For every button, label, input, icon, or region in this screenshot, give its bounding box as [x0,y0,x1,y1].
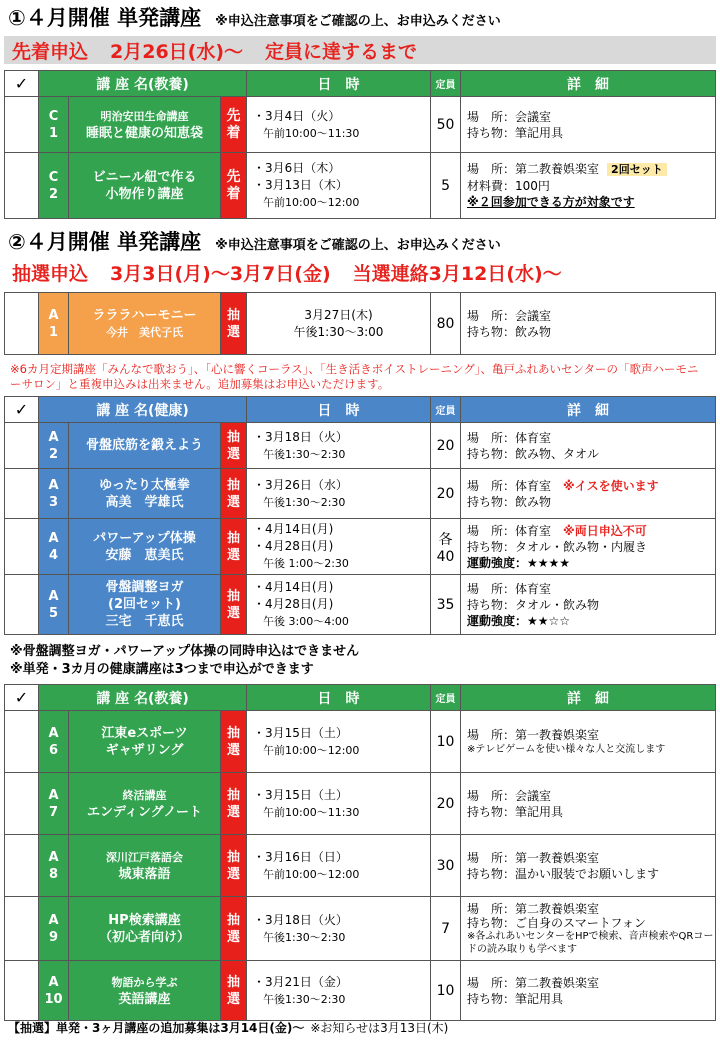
capacity-header: 定員 [431,397,461,423]
course-date: ・3月15日（土） 午前10:00～12:00 [247,711,431,773]
lottery-badge: 抽 選 [221,961,247,1021]
table-row [5,711,716,773]
checkbox[interactable] [5,293,39,355]
section2-bar [4,258,716,286]
table-header [5,397,716,423]
capacity: 20 [431,469,461,519]
table-row [5,961,716,1021]
course-name: 骨盤底筋を鍛えよう [69,423,221,469]
lottery-badge: 抽 選 [221,575,247,635]
date-header: 日 時 [247,685,431,711]
course-name: パワーアップ体操 安藤 恵美氏 [69,519,221,575]
detail-header: 詳 細 [461,685,716,711]
course-name: HP検索講座 （初心者向け） [69,897,221,961]
course-date: ・4月14日(月) ・4月28日(月) 午後 3:00～4:00 [247,575,431,635]
section3-table [4,396,716,635]
section4-table [4,684,716,1021]
name-header: 講 座 名(教養) [39,71,247,97]
course-name: 江東eスポーツ ギャザリング [69,711,221,773]
course-name: 深川江戸落語会 城東落語 [69,835,221,897]
course-code: A 7 [39,773,69,835]
course-date: ・4月14日(月) ・4月28日(月) 午後 1:00～2:30 [247,519,431,575]
course-detail: 場 所：体育室 持ち物：タオル・飲み物 運動強度：★★☆☆ [461,575,716,635]
course-detail: 場 所：体育室 ※イスを使います 持ち物：飲み物 [461,469,716,519]
capacity: 35 [431,575,461,635]
course-code: A 8 [39,835,69,897]
capacity: 20 [431,423,461,469]
footer-note [8,1019,448,1036]
table-row [5,835,716,897]
lottery-badge: 抽 選 [221,423,247,469]
course-date: ・3月15日（土） 午前10:00～11:30 [247,773,431,835]
section2-note: ※申込注意事項をご確認の上、お申込みください [215,238,501,253]
section1-header [8,2,501,32]
first-come-badge: 先 着 [221,153,247,219]
course-name: ラララハーモニー 今井 美代子氏 [69,293,221,355]
first-come-badge: 先 着 [221,97,247,153]
both-days-note: ※両日申込不可 [563,523,647,538]
section1-title: ①４月開催 単発講座 [8,6,202,30]
checkbox[interactable] [5,961,39,1021]
table-header [5,685,716,711]
course-detail: 場 所：会議室 持ち物：飲み物 [461,293,716,355]
lottery-badge: 抽 選 [221,711,247,773]
capacity: 10 [431,711,461,773]
course-name: 明治安田生命講座 睡眠と健康の知恵袋 [69,97,221,153]
course-name: 終活講座 エンディングノート [69,773,221,835]
bar-text: 先着申込 [12,40,89,63]
bar-text: 抽選申込 [12,262,89,285]
course-code: A 3 [39,469,69,519]
course-date: ・3月26日（水） 午後1:30～2:30 [247,469,431,519]
course-detail: 場 所：体育室 ※両日申込不可 持ち物：タオル・飲み物・内履き 運動強度：★★★★ [461,519,716,575]
health-note-2: ※単発・3カ月の健康講座は3つまで申込ができます [10,662,314,677]
capacity: 80 [431,293,461,355]
course-date: ・3月16日（日） 午前10:00～12:00 [247,835,431,897]
table-row [5,469,716,519]
course-date: ・3月6日（木） ・3月13日（木） 午前10:00～12:00 [247,153,431,219]
course-date: ・3月18日（火） 午後1:30～2:30 [247,897,431,961]
capacity: 20 [431,773,461,835]
lottery-badge: 抽 選 [221,835,247,897]
capacity: 7 [431,897,461,961]
course-detail: 場 所：体育室 持ち物：飲み物、タオル [461,423,716,469]
bar-text: 当選連絡3月12日(水)～ [352,262,562,285]
course-code: A 10 [39,961,69,1021]
course-code: C 2 [39,153,69,219]
section1-note: ※申込注意事項をご確認の上、お申込みください [215,14,501,29]
footer-sub: ※お知らせは3月13日(木) [310,1021,449,1035]
course-code: A 6 [39,711,69,773]
footer-main: 【抽選】単発・3ヶ月講座の追加募集は3月14日(金)～ [8,1021,305,1035]
course-code: A 5 [39,575,69,635]
course-name: ビニール紐で作る 小物作り講座 [69,153,221,219]
section2-title: ②４月開催 単発講座 [8,230,202,254]
table-header [5,71,716,97]
course-detail: 場 所：第二教養娯楽室 持ち物：ご自身のスマートフォン ※各ふれあいセンターをHPで検索、音声検索やQRコードの読み取りも学べます [461,897,716,961]
capacity: 各 40 [431,519,461,575]
checkbox[interactable] [5,835,39,897]
course-date: ・3月21日（金） 午後1:30～2:30 [247,961,431,1021]
course-date: ・3月4日（火） 午前10:00～11:30 [247,97,431,153]
capacity-header: 定員 [431,685,461,711]
checkbox[interactable] [5,575,39,635]
table-row [5,153,716,219]
capacity: 30 [431,835,461,897]
table-row [5,773,716,835]
date-header: 日 時 [247,397,431,423]
course-detail: 場 所：会議室 持ち物：筆記用具 [461,773,716,835]
course-code: A 2 [39,423,69,469]
course-date: ・3月18日（火） 午後1:30～2:30 [247,423,431,469]
check-header: ✓ [5,71,39,97]
table-row [5,97,716,153]
health-note-1: ※骨盤調整ヨガ・パワーアップ体操の同時申込はできません [10,644,360,659]
course-code: C 1 [39,97,69,153]
section2-header [8,226,501,256]
section2-table [4,292,716,355]
checkbox[interactable] [5,773,39,835]
lottery-badge: 抽 選 [221,897,247,961]
course-code: A 9 [39,897,69,961]
capacity: 50 [431,97,461,153]
capacity: 5 [431,153,461,219]
course-detail: 場 所：第二教養娯楽室 2回セット 材料費：100円 ※２回参加できる方が対象です [461,153,716,219]
course-detail: 場 所：第一教養娯楽室 持ち物：温かい服装でお願いします [461,835,716,897]
course-name: 骨盤調整ヨガ (2回セット) 三宅 千恵氏 [69,575,221,635]
course-date: 3月27日(木) 午後1:30～3:00 [247,293,431,355]
check-header: ✓ [5,397,39,423]
check-header: ✓ [5,685,39,711]
table-row [5,575,716,635]
lottery-badge: 抽 選 [221,469,247,519]
table-row [5,519,716,575]
lottery-badge: 抽 選 [221,773,247,835]
checkbox[interactable] [5,897,39,961]
table-row [5,897,716,961]
detail-header: 詳 細 [461,71,716,97]
bar-text: 定員に達するまで [265,40,418,63]
chair-note: ※イスを使います [563,478,659,493]
course-detail: 場 所：会議室 持ち物：筆記用具 [461,97,716,153]
course-code: A 4 [39,519,69,575]
checkbox[interactable] [5,153,39,219]
set-tag: 2回セット [607,163,667,176]
course-detail: 場 所：第二教養娯楽室 持ち物：筆記用具 [461,961,716,1021]
table-row [5,293,716,355]
course-detail: 場 所：第一教養娯楽室 ※テレビゲームを使い様々な人と交流します [461,711,716,773]
section1-table [4,70,716,219]
table-row [5,423,716,469]
section1-bar [4,36,716,64]
capacity-header: 定員 [431,71,461,97]
checkbox[interactable] [5,97,39,153]
course-code: A 1 [39,293,69,355]
checkbox[interactable] [5,423,39,469]
name-header: 講 座 名(健康) [39,397,247,423]
bar-text: 2月26日(水)～ [110,40,244,63]
duplicate-warning: ※6カ月定期講座「みんなで歌おう」、「心に響くコーラス」、「生き活きボイストレーニング」、亀戸ふれあいセンターの「歌声ハーモニーサロン」と重複申込みは出来ません。追加募集はお申込いただけます。 [10,362,699,391]
detail-header: 詳 細 [461,397,716,423]
capacity: 10 [431,961,461,1021]
date-header: 日 時 [247,71,431,97]
checkbox[interactable] [5,711,39,773]
bar-text: 3月3日(月)～3月7日(金) [110,262,331,285]
name-header: 講 座 名(教養) [39,685,247,711]
checkbox[interactable] [5,519,39,575]
course-name: ゆったり太極拳 高美 学雄氏 [69,469,221,519]
checkbox[interactable] [5,469,39,519]
lottery-badge: 抽 選 [221,293,247,355]
course-name: 物語から学ぶ 英語講座 [69,961,221,1021]
lottery-badge: 抽 選 [221,519,247,575]
